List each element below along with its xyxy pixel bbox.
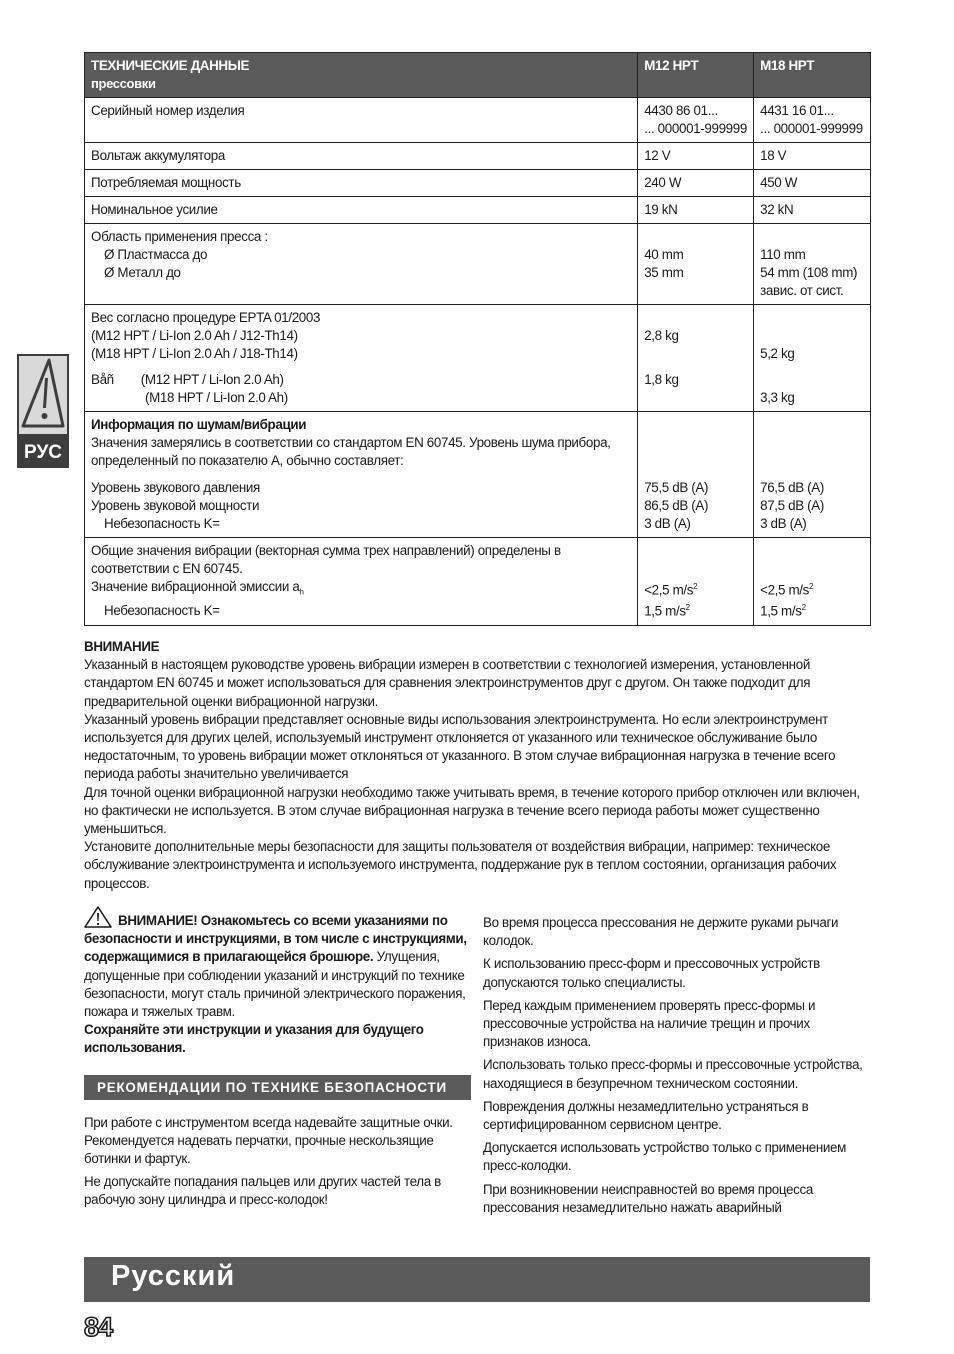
footer-language-bar — [84, 1257, 870, 1302]
table-header-m18: M18 HPT — [754, 53, 871, 98]
cell-m18: 450 W — [754, 170, 871, 197]
row-label: Вес согласно процедуре EPTA 01/2003 (M12 HPT / Li-Ion 2.0 Ah / J12-Th14) (M18 HPT / Li-Ion 2.0 Ah / J18-Th14) Båñ (M12 HPT / Li-Ion 2.0 Ah) (M18 HPT / Li-Ion 2.0 Ah) — [85, 305, 638, 412]
cell-m12: <2,5 $m/s^2$ 1,5 $m/s^2$ — [638, 538, 754, 626]
warning-triangle-icon — [84, 906, 112, 928]
attention-paragraph: Указанный в настоящем руководстве уровень вибрации измерен в соответствии с технологией измерения, установленной стандартом EN 60745 и может использоваться для сравнения электроинструментов друг с другом. Он также подходит для предварительной оценки вибрационной нагрузки. — [84, 657, 811, 709]
safety-paragraph: Повреждения должны незамедлительно устраняться в сертифицированном сервисном центре. — [483, 1098, 809, 1133]
row-label: Серийный номер изделия — [85, 98, 638, 143]
cell-m12: 75,5 dB (A) 86,5 dB (A) 3 dB (A) — [638, 412, 754, 538]
row-label: Общие значения вибрации (векторная сумма трех направлений) определены в соответствии с EN 60745. Значение вибрационной эмиссии $a_h$ Небезопасность K= — [85, 538, 638, 626]
table-row — [85, 143, 871, 170]
table-row — [85, 224, 871, 305]
row-label: Вольтаж аккумулятора — [85, 143, 638, 170]
attention-paragraph: Установите дополнительные меры безопасности для защиты пользователя от воздействия вибрации, например: техническое обслуживание электроинструмента и используемого инструмента, поддержание рук в теплом состоянии, организация рабочих процессов. — [84, 839, 837, 891]
table-row — [85, 170, 871, 197]
safety-paragraph: К использованию пресс-форм и прессовочных устройств допускаются только специалисты. — [483, 956, 820, 990]
footer-language: Русский — [111, 1260, 236, 1292]
safety-warning: ВНИМАНИЕ! Ознакомьтесь со всеми указаниями по безопасности и инструкциями, в том числе с инструкциями, содержащимися в прилагающейся брошюре. Улущения, допущенные при соблюдении указаний и инструкций по технике безопасности, могут сталь причиной электрического поражения, пожара и тяжелых травм. Сохраняйте эти инструкции и указания для будущего использования. — [84, 906, 472, 1058]
cell-m18: 32 kN — [754, 197, 871, 224]
language-tab — [17, 354, 69, 468]
table-row — [85, 412, 871, 538]
cell-m18: 110 mm 54 mm (108 mm) завис. от сист. — [754, 224, 871, 305]
technical-data-table — [84, 52, 871, 626]
attention-title: ВНИМАНИЕ — [84, 639, 160, 654]
cell-m12: 12 V — [638, 143, 754, 170]
table-row — [85, 197, 871, 224]
cell-m18: 5,2 kg 3,3 kg — [754, 305, 871, 412]
cell-m18: 4431 16 01... ... 000001-999999 — [754, 98, 871, 143]
table-header-row — [85, 53, 871, 98]
safety-paragraph: При работе с инструментом всегда надевайте защитные очки. Рекомендуется надевать перчатки, прочные нескользящие ботинки и фартук. — [84, 1114, 453, 1167]
cell-m18: <2,5 $m/s^2$ 1,5 $m/s^2$ — [754, 538, 871, 626]
cell-m12: 19 kN — [638, 197, 754, 224]
page-number: 84 — [84, 1312, 113, 1342]
right-column — [483, 914, 873, 1222]
cell-m12: 2,8 kg 1,8 kg — [638, 305, 754, 412]
row-label: Информация по шумам/вибрации Значения замерялись в соответствии со стандартом EN 60745. Уровень шума прибора, определенный по показателю А, обычно составляет: Уровень звукового давления Уровень звуковой мощности Небезопасность K= — [85, 412, 638, 538]
table-header-m12: M12 HPT — [638, 53, 754, 98]
cell-m18: 18 V — [754, 143, 871, 170]
attention-paragraph: Указанный уровень вибрации представляет основные виды использования электроинструмента. Но если электроинструмент используется для других целей, используемый инструмент отклоняется от указанного или техническое обслуживание было недостаточным, то уровень вибрации может отклоняться от указанного. В этом случае вибрационная нагрузка в течение всего периода работы значительно увеличивается — [84, 711, 836, 782]
safety-paragraph: При возникновении неисправностей во время процесса прессования незамедлительно нажать аварийный — [483, 1181, 813, 1215]
safety-paragraph: Во время процесса прессования не держите руками рычаги колодок. — [483, 915, 839, 949]
safety-paragraph: Перед каждым применением проверять пресс-формы и прессовочные устройства на наличие трещин и прочих признаков износа. — [483, 997, 816, 1050]
row-label: Область применения пресса : Ø Пластмасса до Ø Металл до — [85, 224, 638, 305]
language-label: РУС — [24, 442, 62, 463]
attention-section — [84, 638, 874, 893]
cell-m12: 40 mm 35 mm — [638, 224, 754, 305]
table-header-title: ТЕХНИЧЕСКИЕ ДАННЫЕ прессовки — [85, 53, 638, 98]
row-label: Номинальное усилие — [85, 197, 638, 224]
safety-paragraph: Использовать только пресс-формы и прессовочные устройства, находящиеся в безупречном техническом состоянии. — [483, 1057, 863, 1091]
table-row — [85, 305, 871, 412]
warning-icon — [19, 356, 67, 434]
safety-paragraph: Не допускайте попадания пальцев или других частей тела в рабочую зону цилиндра и пресс-колодок! — [84, 1174, 441, 1208]
attention-paragraph: Для точной оценки вибрационной нагрузки необходимо также учитывать время, в течение которого прибор отключен или включен, но фактически не используется. В этом случае вибрационная нагрузка в течение всего периода работы может существенно уменьшиться. — [84, 784, 860, 837]
cell-m12: 4430 86 01... ... 000001-999999 — [638, 98, 754, 143]
cell-m12: 240 W — [638, 170, 754, 197]
row-label: Потребляемая мощность — [85, 170, 638, 197]
cell-m18: 76,5 dB (A) 87,5 dB (A) 3 dB (A) — [754, 412, 871, 538]
safety-paragraph: Допускается использовать устройство только с применением пресс-колодки. — [483, 1140, 846, 1174]
safety-heading: РЕКОМЕНДАЦИИ ПО ТЕХНИКЕ БЕЗОПАСНОСТИ — [84, 1075, 471, 1100]
table-row — [85, 98, 871, 143]
table-row — [85, 538, 871, 626]
left-column — [84, 906, 472, 1215]
